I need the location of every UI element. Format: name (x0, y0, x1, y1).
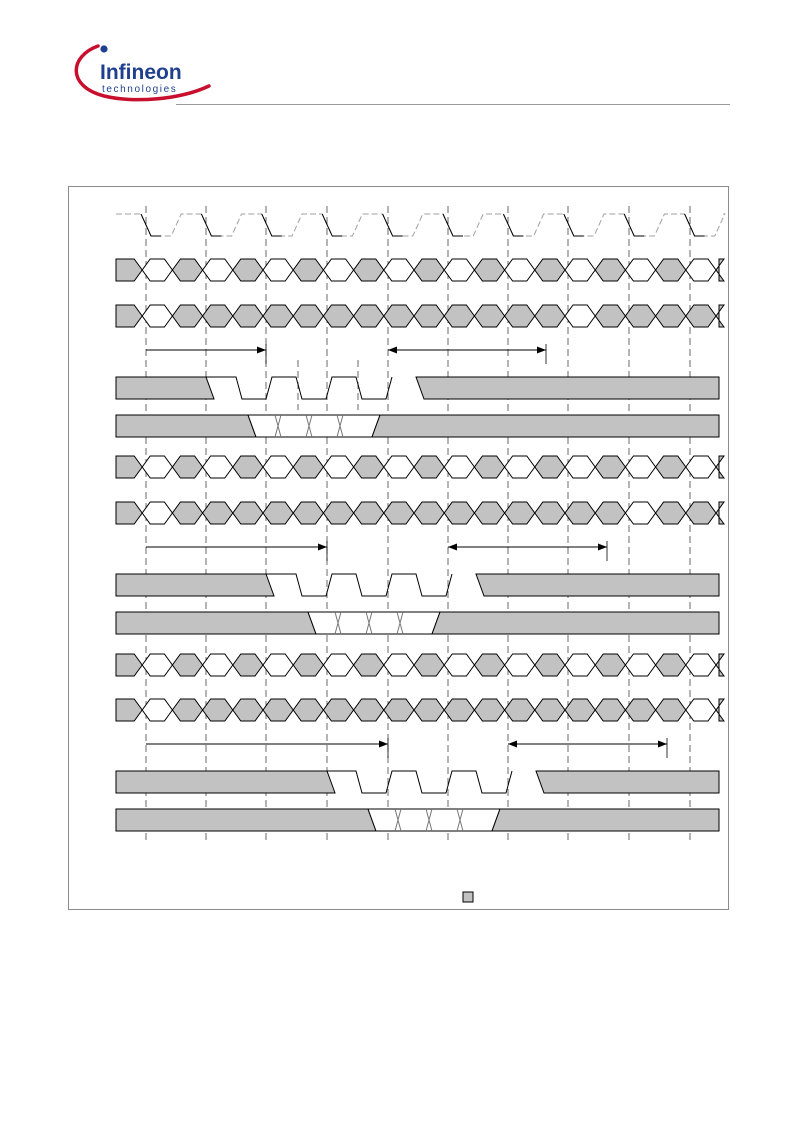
bus-cell (414, 654, 444, 676)
arrow-head-icon (257, 347, 266, 354)
bus-cell (595, 654, 625, 676)
strobe-gray (116, 771, 335, 793)
bus-cell (505, 699, 535, 721)
bus-cell-valid (142, 456, 172, 478)
bus-cell (414, 456, 444, 478)
bus-cell (474, 305, 504, 327)
bus-cell (323, 502, 353, 524)
data-gray (492, 809, 719, 831)
bus-cell (203, 699, 233, 721)
arrow-head-icon (537, 347, 546, 354)
bus-cell (263, 699, 293, 721)
bus-cell-valid (625, 456, 655, 478)
bus-cell (535, 699, 565, 721)
bus-cell (263, 502, 293, 524)
bus-cell (444, 699, 474, 721)
bus-cell (595, 305, 625, 327)
arrow-head-icon (598, 544, 607, 551)
bus-cell (505, 305, 535, 327)
bus-cell (444, 305, 474, 327)
strobe-gray (116, 377, 214, 399)
bus-cell (414, 502, 444, 524)
bus-cell (203, 305, 233, 327)
bus-cell-valid (142, 502, 172, 524)
bus-cell (172, 259, 202, 281)
strobe-pulse (327, 771, 512, 793)
bus-cell (172, 502, 202, 524)
legend-swatch (463, 892, 473, 902)
bus-cell (625, 305, 655, 327)
bus-cell (414, 305, 444, 327)
data-gray (116, 809, 376, 831)
bus-cell (474, 456, 504, 478)
bus-cell (716, 456, 724, 478)
bus-cell-valid (444, 259, 474, 281)
bus-cell (233, 502, 263, 524)
bus-cell (656, 259, 686, 281)
bus-cell-valid (565, 456, 595, 478)
bus-cell (535, 502, 565, 524)
bus-cell (535, 305, 565, 327)
bus-cell (233, 699, 263, 721)
bus-cell-valid (203, 259, 233, 281)
bus-cell (293, 456, 323, 478)
bus-cell (716, 305, 724, 327)
logo-wordmark: Infineon (100, 61, 182, 84)
bus-cell (595, 259, 625, 281)
bus-cell (172, 305, 202, 327)
bus-cell (716, 699, 724, 721)
bus-cell-valid (444, 654, 474, 676)
bus-cell (116, 456, 142, 478)
bus-cell (233, 259, 263, 281)
bus-cell (293, 259, 323, 281)
data-gray (372, 415, 719, 437)
bus-cell (116, 502, 142, 524)
data-burst (308, 612, 440, 634)
data-burst (248, 415, 380, 437)
bus-cell (354, 259, 384, 281)
bus-cell (354, 305, 384, 327)
bus-cell-valid (565, 259, 595, 281)
bus-cell (293, 502, 323, 524)
bus-cell (414, 699, 444, 721)
data-gray (116, 415, 256, 437)
arrow-head-icon (508, 741, 517, 748)
strobe-pulse (206, 377, 392, 399)
arrow-head-icon (658, 741, 667, 748)
bus-cell (474, 502, 504, 524)
arrow-head-icon (318, 544, 327, 551)
bus-cell (263, 305, 293, 327)
bus-cell (656, 699, 686, 721)
arrow-head-icon (388, 347, 397, 354)
bus-cell (716, 502, 724, 524)
bus-cell (172, 456, 202, 478)
bus-cell (595, 456, 625, 478)
bus-cell-valid (203, 654, 233, 676)
bus-cell-valid (625, 259, 655, 281)
bus-cell (414, 259, 444, 281)
bus-cell (293, 699, 323, 721)
arrow-head-icon (379, 741, 388, 748)
bus-cell-valid (625, 654, 655, 676)
bus-cell (535, 259, 565, 281)
bus-cell (625, 699, 655, 721)
bus-cell (535, 456, 565, 478)
bus-cell-valid (565, 305, 595, 327)
strobe-gray (476, 574, 719, 596)
bus-cell (354, 456, 384, 478)
data-gray (116, 612, 316, 634)
bus-cell (535, 654, 565, 676)
bus-cell (233, 456, 263, 478)
bus-cell (505, 502, 535, 524)
bus-cell (354, 654, 384, 676)
bus-cell (444, 502, 474, 524)
bus-cell (656, 502, 686, 524)
bus-cell (293, 654, 323, 676)
bus-cell-valid (263, 456, 293, 478)
strobe-gray (116, 574, 274, 596)
bus-cell-valid (323, 654, 353, 676)
bus-cell (354, 502, 384, 524)
bus-cell-valid (203, 456, 233, 478)
bus-cell (474, 699, 504, 721)
bus-cell (116, 259, 142, 281)
bus-cell (716, 259, 724, 281)
bus-cell-valid (142, 305, 172, 327)
arrow-head-icon (448, 544, 457, 551)
bus-cell (565, 699, 595, 721)
clock-edge (141, 214, 705, 236)
bus-cell (172, 699, 202, 721)
bus-cell (323, 305, 353, 327)
bus-cell (116, 699, 142, 721)
bus-cell (474, 654, 504, 676)
bus-cell (116, 305, 142, 327)
bus-cell (656, 305, 686, 327)
bus-cell (233, 305, 263, 327)
bus-cell-valid (565, 654, 595, 676)
bus-cell-valid (323, 456, 353, 478)
strobe-pulse (266, 574, 452, 596)
data-gray (432, 612, 719, 634)
bus-cell (716, 654, 724, 676)
bus-cell (595, 699, 625, 721)
strobe-gray (416, 377, 719, 399)
bus-cell (293, 305, 323, 327)
bus-cell-valid (625, 502, 655, 524)
bus-cell-valid (505, 456, 535, 478)
bus-cell (354, 699, 384, 721)
bus-cell (656, 456, 686, 478)
bus-cell-valid (142, 259, 172, 281)
bus-cell-valid (263, 654, 293, 676)
data-burst (368, 809, 500, 831)
bus-cell (172, 654, 202, 676)
bus-cell (116, 654, 142, 676)
bus-cell (656, 654, 686, 676)
bus-cell-valid (323, 259, 353, 281)
bus-cell (323, 699, 353, 721)
bus-cell (233, 654, 263, 676)
bus-cell-valid (142, 699, 172, 721)
bus-cell (565, 502, 595, 524)
clock-waveform (116, 214, 725, 236)
bus-cell (595, 502, 625, 524)
strobe-gray (536, 771, 719, 793)
bus-cell-valid (263, 259, 293, 281)
bus-cell-valid (142, 654, 172, 676)
logo-tagline: technologies (102, 84, 178, 95)
bus-cell (474, 259, 504, 281)
bus-cell-valid (505, 654, 535, 676)
bus-cell-valid (505, 259, 535, 281)
bus-cell (203, 502, 233, 524)
bus-cell-valid (444, 456, 474, 478)
